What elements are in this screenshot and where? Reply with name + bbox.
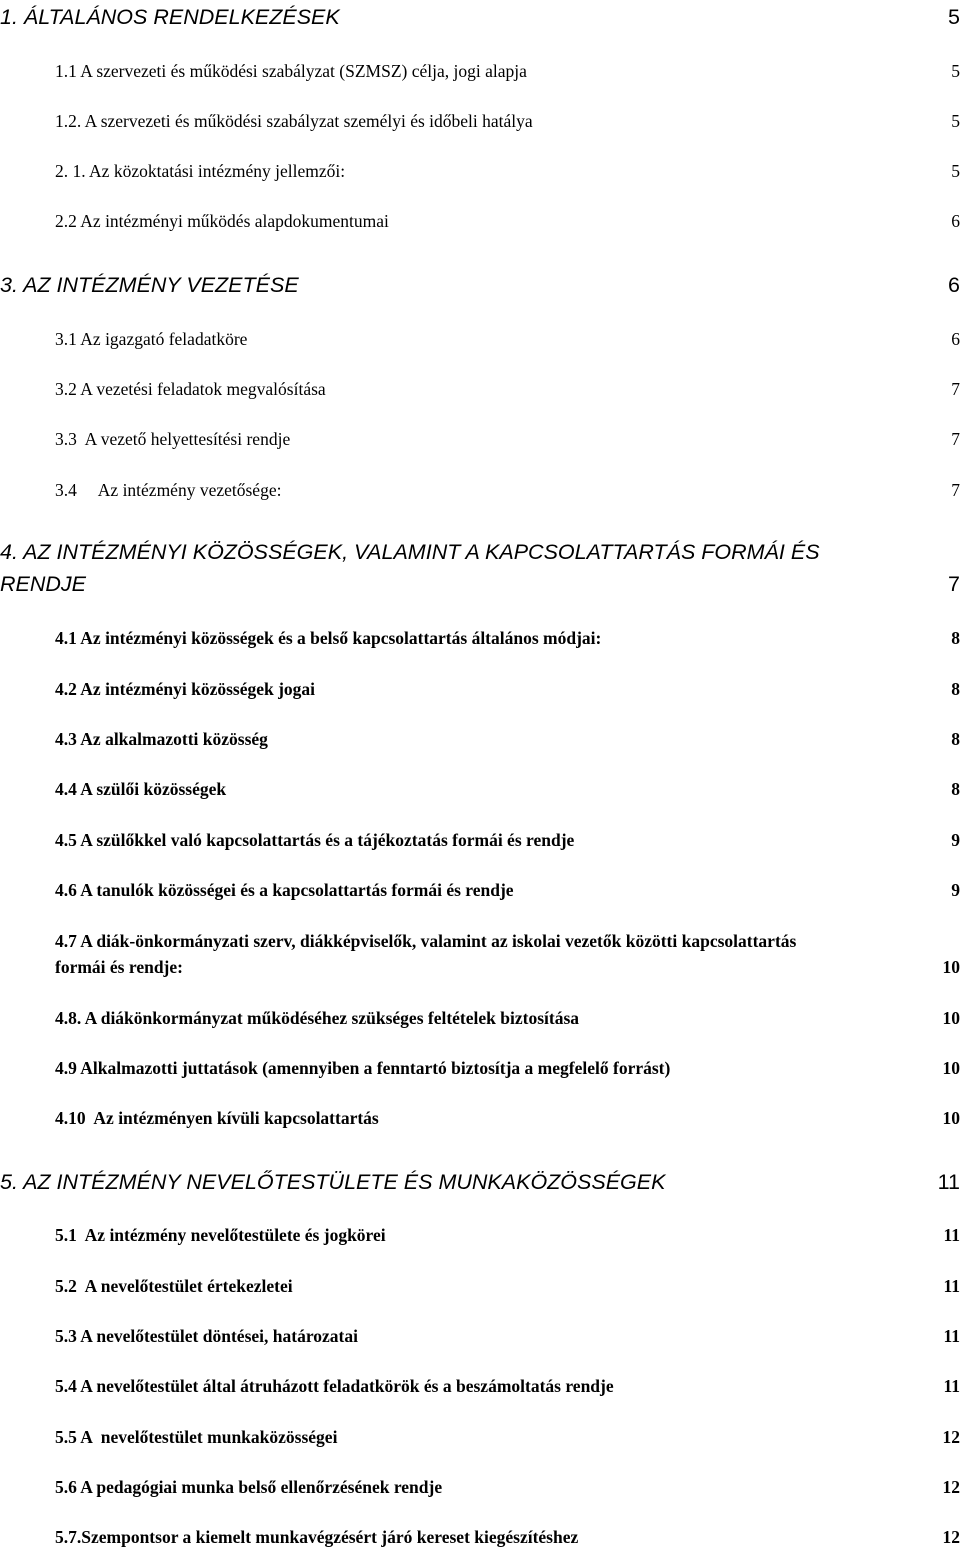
toc-title-line2: RENDJE [0, 569, 86, 599]
toc-page: 9 [951, 877, 960, 903]
toc-page: 12 [943, 1474, 960, 1500]
toc-title: 5.2 A nevelőtestület értekezletei [55, 1273, 293, 1299]
toc-page: 7 [951, 477, 960, 503]
toc-title: 4.5 A szülőkkel való kapcsolattartás és a tájékoztatás formái és rendje [55, 827, 574, 853]
toc-title: 5.7.Szempontsor a kiemelt munkavégzésért járó kereset kiegészítéshez [55, 1524, 578, 1550]
toc-page: 7 [951, 376, 960, 402]
toc-page: 10 [943, 1055, 960, 1081]
toc-title: 3.1 Az igazgató feladatköre [55, 326, 247, 352]
toc-page: 11 [943, 1222, 960, 1248]
toc-page: 6 [948, 270, 960, 300]
toc-title-line1: 4.7 A diák-önkormányzati szerv, diákképviselők, valamint az iskolai vezetők közötti kapcsolattartás [55, 928, 796, 954]
toc-page: 5 [951, 158, 960, 184]
toc-page: 10 [943, 1005, 960, 1031]
toc-title: 4.3 Az alkalmazotti közösség [55, 726, 268, 752]
toc-title: 4.10 Az intézményen kívüli kapcsolattartás [55, 1105, 379, 1131]
toc-page: 9 [951, 827, 960, 853]
toc-title: 2.2 Az intézményi működés alapdokumentumai [55, 208, 389, 234]
toc-title: 3.4 Az intézmény vezetősége: [55, 477, 281, 503]
toc-page: 8 [951, 776, 960, 802]
toc-page: 10 [943, 954, 960, 980]
toc-title: 4.6 A tanulók közösségei és a kapcsolattartás formái és rendje [55, 877, 514, 903]
toc-title: 4.4 A szülői közösségek [55, 776, 226, 802]
toc-title: 3. AZ INTÉZMÉNY VEZETÉSE [0, 270, 299, 300]
toc-page: 12 [943, 1424, 960, 1450]
toc-title: 1. ÁLTALÁNOS RENDELKEZÉSEK [0, 2, 340, 32]
toc-page: 8 [951, 726, 960, 752]
toc-title: 5.5 A nevelőtestület munkaközösségei [55, 1424, 337, 1450]
toc-page: 12 [943, 1524, 960, 1550]
toc-page: 11 [938, 1167, 960, 1197]
toc-title: 5.4 A nevelőtestület által átruházott feladatkörök és a beszámoltatás rendje [55, 1373, 614, 1399]
toc-title: 4.2 Az intézményi közösségek jogai [55, 676, 315, 702]
toc-title: 4.9 Alkalmazotti juttatások (amennyiben a fenntartó biztosítja a megfelelő forrást) [55, 1055, 670, 1081]
toc-title-line1: 4. AZ INTÉZMÉNYI KÖZÖSSÉGEK, VALAMINT A KAPCSOLATTARTÁS FORMÁI ÉS [0, 537, 820, 567]
toc-title: 5.3 A nevelőtestület döntései, határozatai [55, 1323, 358, 1349]
toc-title: 3.3 A vezető helyettesítési rendje [55, 426, 290, 452]
toc-title: 5.6 A pedagógiai munka belső ellenőrzésének rendje [55, 1474, 442, 1500]
toc-title: 4.1 Az intézményi közösségek és a belső kapcsolattartás általános módjai: [55, 625, 601, 651]
toc-page: 10 [943, 1105, 960, 1131]
toc-page: 11 [943, 1373, 960, 1399]
toc-page: 5 [951, 108, 960, 134]
toc-page: 7 [951, 426, 960, 452]
toc-title-line2: formái és rendje: [55, 954, 183, 980]
toc-title: 5. AZ INTÉZMÉNY NEVELŐTESTÜLETE ÉS MUNKAKÖZÖSSÉGEK [0, 1167, 665, 1197]
toc-page: 8 [951, 676, 960, 702]
toc-page: 7 [948, 569, 960, 599]
toc-page: 11 [943, 1323, 960, 1349]
toc-title: 3.2 A vezetési feladatok megvalósítása [55, 376, 326, 402]
toc-page: 6 [951, 326, 960, 352]
toc-title: 5.1 Az intézmény nevelőtestülete és jogkörei [55, 1222, 386, 1248]
toc-page: 5 [948, 2, 960, 32]
toc-title: 4.8. A diákönkormányzat működéséhez szükséges feltételek biztosítása [55, 1005, 579, 1031]
toc-page: 11 [943, 1273, 960, 1299]
toc-title: 2. 1. Az közoktatási intézmény jellemzői: [55, 158, 345, 184]
toc-page: 8 [951, 625, 960, 651]
toc-page: 5 [951, 58, 960, 84]
toc-title: 1.2. A szervezeti és működési szabályzat személyi és időbeli hatálya [55, 108, 533, 134]
toc-title: 1.1 A szervezeti és működési szabályzat (SZMSZ) célja, jogi alapja [55, 58, 527, 84]
toc-page: 6 [951, 208, 960, 234]
